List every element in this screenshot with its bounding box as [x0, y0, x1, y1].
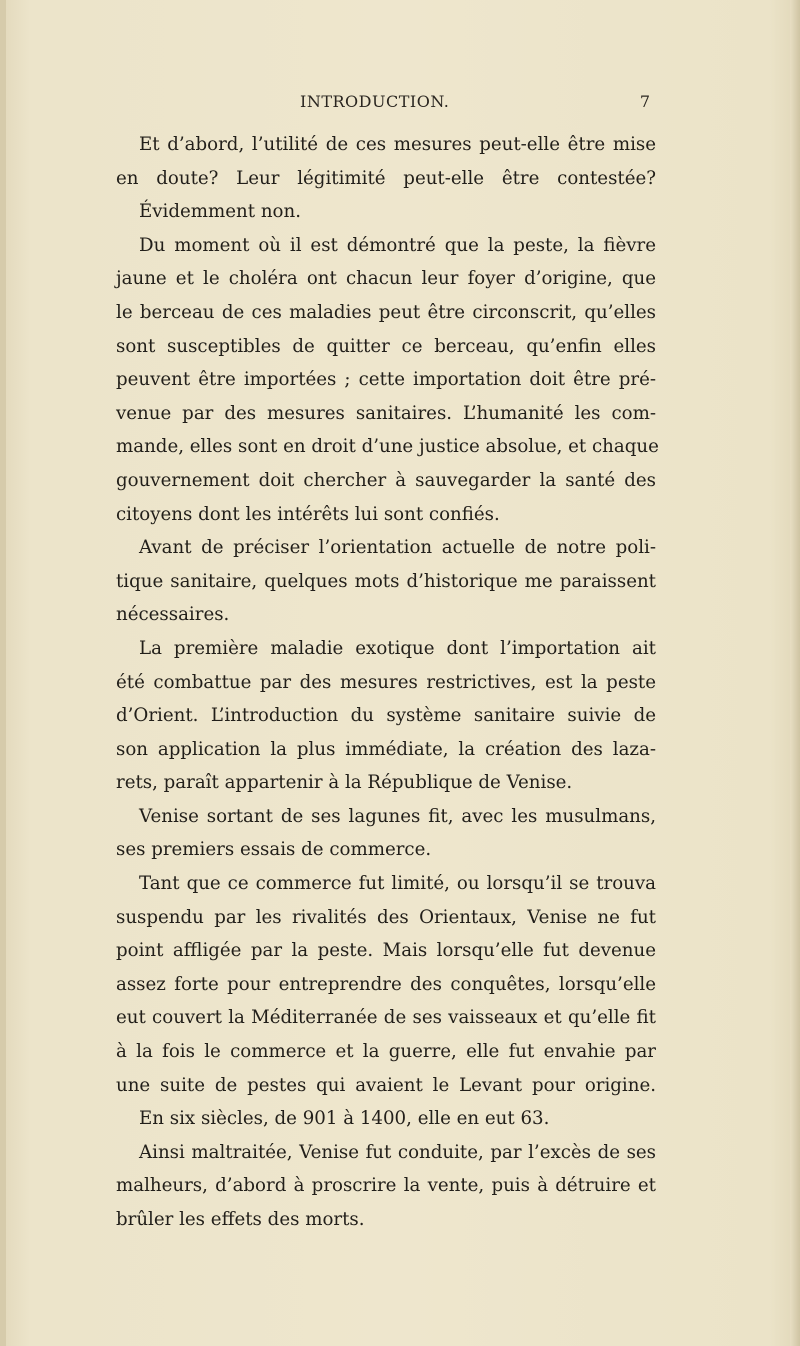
text-line: jaune et le choléra ont chacun leur foyer d’origine, que [116, 268, 656, 290]
text-line: le berceau de ces maladies peut être circonscrit, qu’elles [116, 301, 656, 323]
text-line: Évidemment non. [139, 201, 301, 223]
text-line: gouvernement doit chercher à sauvegarder la santé des [116, 469, 656, 491]
page-number: 7 [639, 92, 650, 111]
text-line: ses premiers essais de commerce. [116, 839, 432, 861]
text-line: Ainsi maltraitée, Venise fut conduite, par l’excès de ses [139, 1141, 656, 1163]
text-line: venue par des mesures sanitaires. L’humanité les com- [116, 402, 656, 424]
text-line: en doute? Leur légitimité peut-elle être contestée? [116, 167, 656, 189]
text-line: eut couvert la Méditerranée de ses vaisseaux et qu’elle fit [116, 1007, 656, 1029]
text-line: à la fois le commerce et la guerre, elle fut envahie par [116, 1041, 656, 1063]
text-line: suspendu par les rivalités des Orientaux, Venise ne fut [116, 906, 656, 928]
text-line: rets, paraît appartenir à la République de Venise. [116, 772, 573, 794]
body-text [116, 128, 659, 1237]
text-line: son application la plus immédiate, la création des laza- [116, 738, 656, 760]
text-line: sont susceptibles de quitter ce berceau, qu’enfin elles [116, 335, 656, 357]
text-line: tique sanitaire, quelques mots d’historique me paraissent [116, 570, 656, 592]
text-line: Et d’abord, l’utilité de ces mesures peut-elle être mise [139, 134, 656, 155]
text-line: Du moment où il est démontré que la peste, la fièvre [139, 234, 656, 256]
text-line: été combattue par des mesures restrictives, est la peste [116, 671, 656, 693]
text-line: La première maladie exotique dont l’importation ait [139, 637, 656, 659]
text-line: peuvent être importées ; cette importation doit être pré- [116, 369, 656, 391]
text-line: mande, elles sont en droit d’une justice absolue, et chaque [116, 436, 659, 458]
running-title: INTRODUCTION. [300, 92, 450, 111]
text-line: malheurs, d’abord à proscrire la vente, puis à détruire et [116, 1175, 656, 1197]
page-left-edge [0, 0, 6, 1346]
text-line: Venise sortant de ses lagunes fit, avec les musulmans, [139, 805, 656, 827]
page-right-edge [790, 0, 800, 1346]
text-line: une suite de pestes qui avaient le Levant pour origine. [116, 1074, 656, 1096]
text-line: Avant de préciser l’orientation actuelle de notre poli- [139, 537, 656, 559]
text-line: nécessaires. [116, 604, 230, 626]
text-line: point affligée par la peste. Mais lorsqu’elle fut devenue [116, 940, 656, 962]
text-line: Tant que ce commerce fut limité, ou lorsqu’il se trouva [139, 873, 656, 895]
text-line: citoyens dont les intérêts lui sont confiés. [116, 503, 500, 525]
text-line: d’Orient. L’introduction du système sanitaire suivie de [116, 705, 656, 727]
text-line: brûler les effets des morts. [116, 1209, 365, 1230]
text-line: assez forte pour entreprendre des conquêtes, lorsqu’elle [116, 973, 656, 995]
text-line: En six siècles, de 901 à 1400, elle en eut 63. [139, 1108, 550, 1130]
running-header [116, 92, 656, 114]
